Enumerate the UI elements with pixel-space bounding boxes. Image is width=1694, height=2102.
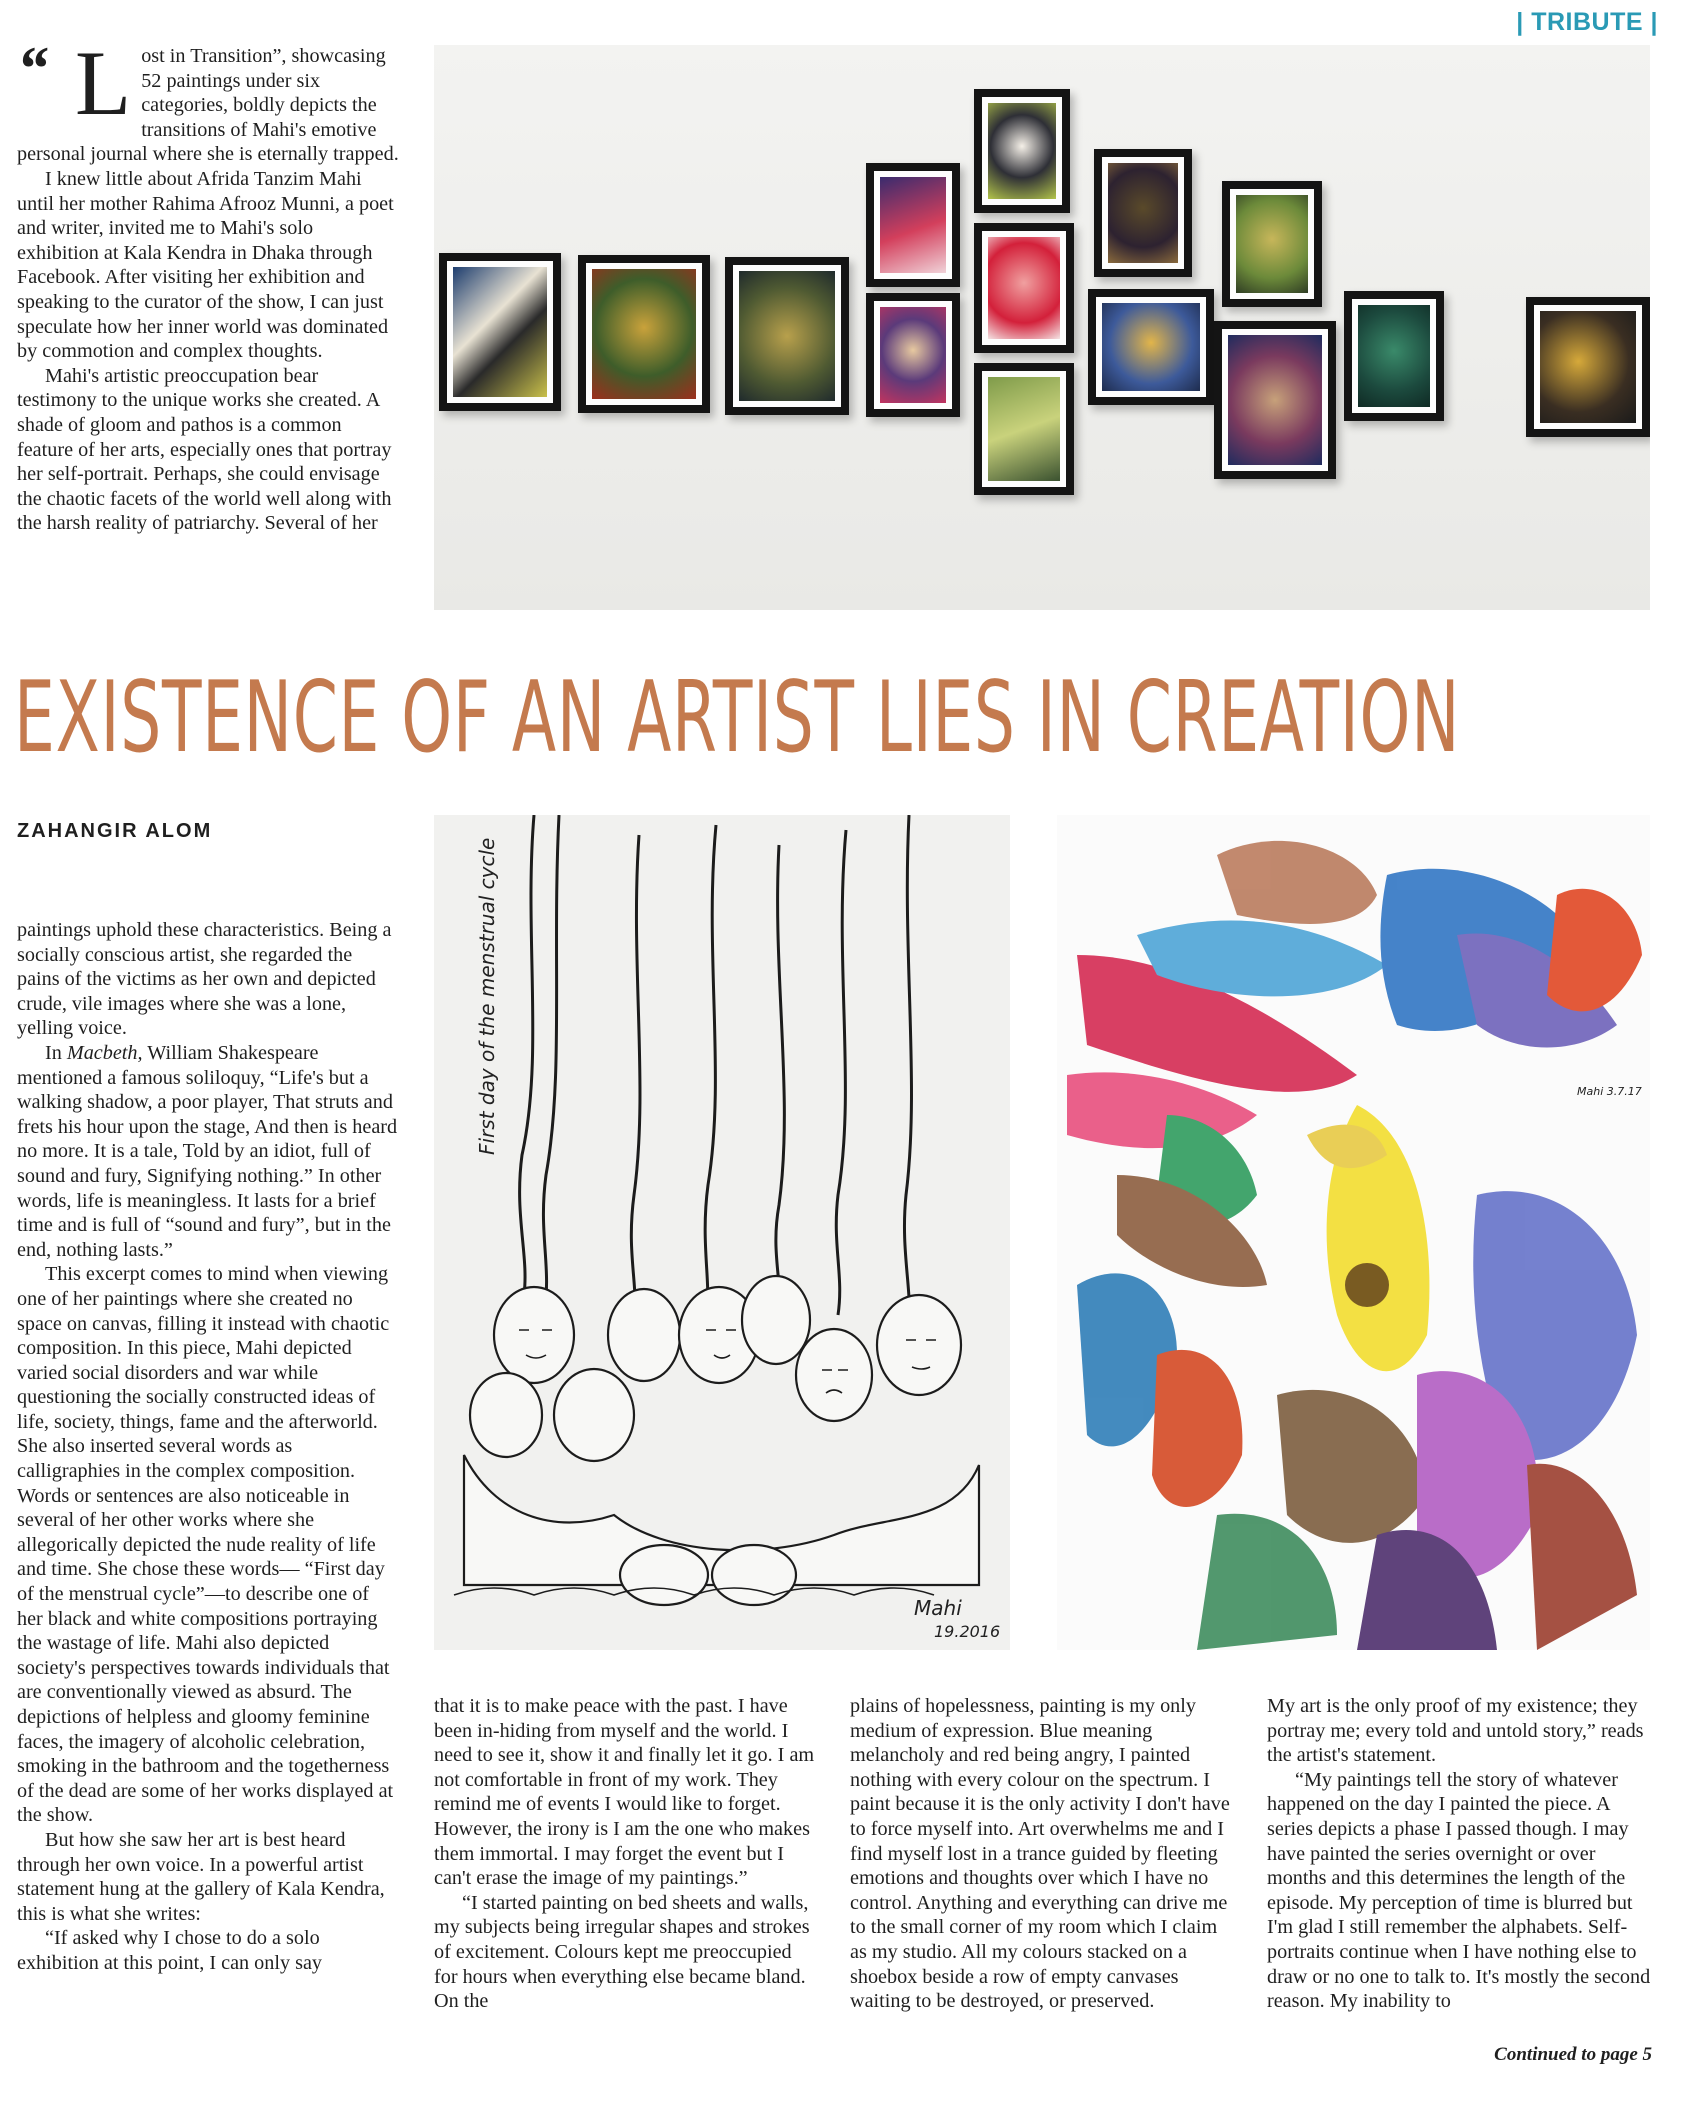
drawing-photo <box>434 815 1010 1650</box>
gallery-frame <box>974 223 1074 353</box>
gallery-frame <box>1222 181 1322 307</box>
gallery-frame <box>1344 291 1444 421</box>
gallery-frame <box>974 89 1070 213</box>
gallery-frame <box>725 257 849 415</box>
col1-paragraph-5: “If asked why I chose to do a solo exhibition at this point, I can only say <box>17 1927 323 1974</box>
article-column-4 <box>1267 1694 1652 2014</box>
intro-column <box>17 32 399 536</box>
continued-note: Continued to page 5 <box>1494 2044 1652 2065</box>
drawing-date: 19.2016 <box>934 1622 1001 1641</box>
byline: ZAHANGIR ALOM <box>17 820 213 842</box>
gallery-frame <box>1214 321 1336 479</box>
col2-paragraph-1: that it is to make peace with the past. I have been in-hiding from myself and the world. I need to see it, show it and finally let it go. I am not comfortable in front of my work. They remind me of events I would like to forget. However, the irony is I am the one who makes them immortal. I may forget the event but I can't erase the image of my paintings.” <box>434 1695 815 1890</box>
col1-paragraph-3: This excerpt comes to mind when viewing one of her paintings where she created no space on canvas, filling it instead with chaotic composition. In this piece, Mahi depicted varied social disorders and war while questioning the socially constructed ideas of life, society, things, fame and the afterworld. She also inserted several words as calligraphies in the complex composition. Words or sentences are also noticeable in several of her other works where she allegorically depicted the nude reality of life and time. She chose these words— “First day of the menstrual cycle”—to describe one of her black and white compositions portraying the wastage of life. Mahi also depicted society's perspectives towards individuals that are conventionally viewed as absurd. The depictions of helpless and gloomy feminine faces, the imagery of alcoholic celebration, smoking in the bathroom and the togetherness of the dead are some of her works displayed at the show. <box>17 1263 394 1827</box>
section-tag: | TRIBUTE | <box>1516 8 1658 36</box>
color-painting-photo <box>1057 815 1650 1650</box>
col3-paragraph-1: plains of hopelessness, painting is my only medium of expression. Blue meaning melancholy and red being angry, I painted nothing with every colour on the spectrum. I paint because it is the only activity I don't have to force myself into. Art overwhelms me and I find myself lost in a trance guided by fleeting emotions and thoughts over which I have no control. Anything and everything can drive me to the small corner of my room which I claim as my studio. All my colours stacked on a shoebox beside a row of empty canvases waiting to be destroyed, or preserved. <box>850 1695 1230 2013</box>
col4-paragraph-2: “My paintings tell the story of whatever happened on the day I painted the piece. A series depicts a phase I passed though. I may have painted the series overnight or over months and this determines the length of the episode. My perception of time is blurred but I'm glad I still remember the alphabets. Self-portraits continue when I have nothing else to draw or no one to talk to. It's mostly the second reason. My inability to <box>1267 1768 1651 2013</box>
col1-paragraph-1: paintings uphold these characteristics. Being a socially conscious artist, she regarded the pains of the victims as her own and depicted crude, vile images where she was a lone, yelling voice. <box>17 919 392 1040</box>
gallery-frame <box>866 163 960 287</box>
gallery-frame <box>866 293 960 417</box>
gallery-frame <box>1088 289 1214 405</box>
gallery-frame <box>1094 149 1192 277</box>
opening-quote-mark: “ <box>17 35 48 103</box>
intro-paragraph-3: Mahi's artistic preoccupation bear testimony to the unique works she created. A shade of gloom and pathos is a common feature of her arts, especially ones that portray her self-portrait. Perhaps, she could envisage the chaotic facets of the world well along with the harsh reality of patriarchy. Several of her <box>17 364 392 535</box>
section-label: TRIBUTE <box>1531 8 1644 36</box>
drop-cap: L <box>75 32 132 134</box>
gallery-frame <box>439 253 561 411</box>
macbeth-title: Macbeth, <box>66 1041 143 1064</box>
gallery-frame <box>578 255 710 413</box>
gallery-frame <box>1526 297 1650 437</box>
article-column-2 <box>434 1694 819 2014</box>
color-painting <box>1057 815 1650 1650</box>
headline: EXISTENCE OF AN ARTIST LIES IN CREATION <box>14 661 1461 775</box>
article-column-3 <box>850 1694 1235 2014</box>
drawing-caption: First day of the menstrual cycle <box>475 837 499 1155</box>
intro-paragraph-1: ost in Transition”, showcasing 52 paintings under six categories, boldly depicts the transitions of Mahi's emotive personal journal where she is eternally trapped. <box>17 45 399 166</box>
intro-paragraph-2: I knew little about Afrida Tanzim Mahi until her mother Rahima Afrooz Munni, a poet and writer, invited me to Mahi's solo exhibition at Kala Kendra in Dhaka through Facebook. After visiting her exhibition and speaking to the curator of the show, I can just speculate how her inner world was dominated by commotion and complex thoughts. <box>17 167 394 363</box>
col1-paragraph-2: In Macbeth, William Shakespeare mentioned a famous soliloquy, “Life's but a walking shadow, a poor player, That struts and frets his hour upon the stage, And then is heard no more. It is a tale, Told by an idiot, full of sound and fury, Signifying nothing.” In other words, life is meaningless. It lasts for a brief time and is full of “sound and fury”, but in the end, nothing lasts.” <box>17 1041 398 1261</box>
painting-signature: Mahi 3.7.17 <box>1577 1085 1642 1098</box>
col1-paragraph-4: But how she saw her art is best heard through her own voice. In a powerful artist statement hung at the gallery of Kala Kendra, this is what she writes: <box>17 1828 385 1925</box>
gallery-wall-photo <box>434 45 1650 610</box>
drawing-signature: Mahi <box>914 1596 962 1620</box>
col2-paragraph-2: “I started painting on bed sheets and walls, my subjects being irregular shapes and strokes of excitement. Colours kept me preoccupied for hours when everything else became bland. On the <box>434 1891 810 2013</box>
drawing-illustration <box>434 815 1010 1650</box>
col4-paragraph-1: My art is the only proof of my existence; they portray me; every told and untold story,” reads the artist's statement. <box>1267 1695 1644 1767</box>
gallery-frame <box>974 363 1074 495</box>
article-column-1 <box>17 918 399 1976</box>
